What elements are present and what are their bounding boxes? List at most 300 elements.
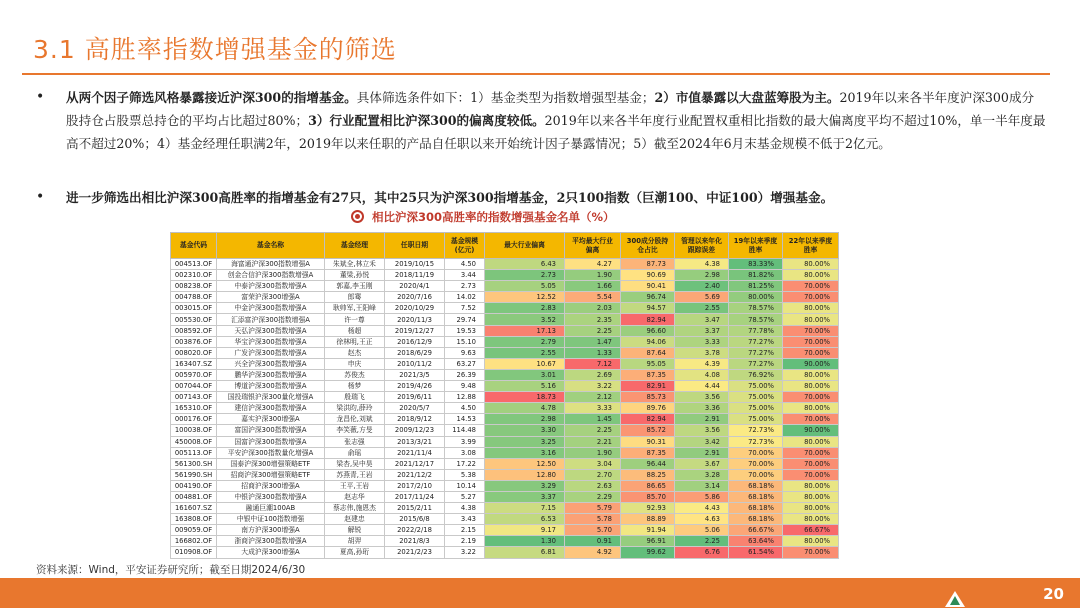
table-cell: 董梁,孙悦 xyxy=(325,270,385,281)
table-cell: 俞瑶 xyxy=(325,447,385,458)
table-cell: 003015.OF xyxy=(171,303,217,314)
table-cell: 5.27 xyxy=(445,491,485,502)
table-cell: 2019/10/15 xyxy=(385,259,445,270)
table-cell: 14.02 xyxy=(445,292,485,303)
table-cell: 2021/8/3 xyxy=(385,536,445,547)
table-cell: 1.47 xyxy=(565,336,621,347)
table-cell: 89.76 xyxy=(621,403,675,414)
table-cell: 2.83 xyxy=(485,303,565,314)
table-cell: 70.00% xyxy=(729,469,783,480)
table-row xyxy=(171,503,839,514)
table-row xyxy=(171,314,839,325)
table-cell: 90.69 xyxy=(621,270,675,281)
table-cell: 005530.OF xyxy=(171,314,217,325)
table-cell: 2021/3/5 xyxy=(385,369,445,380)
table-cell: 3.25 xyxy=(485,436,565,447)
table-cell: 中银沪深300指数增强A xyxy=(217,491,325,502)
table-cell: 耿帅军,王阳峰 xyxy=(325,303,385,314)
table-cell: 2020/4/1 xyxy=(385,281,445,292)
table-cell: 6.43 xyxy=(485,259,565,270)
table-cell: 创金合信沪深300指数增强A xyxy=(217,270,325,281)
table-cell: 12.50 xyxy=(485,458,565,469)
table-cell: 2019/4/26 xyxy=(385,381,445,392)
table-cell: 450008.OF xyxy=(171,436,217,447)
table-cell: 94.06 xyxy=(621,336,675,347)
bullet-plain-text: 2019年以来各半年度沪深300成分股持仓占股票总持仓的平均占比超过80%； xyxy=(66,90,1035,128)
table-cell: 10.14 xyxy=(445,480,485,491)
table-cell: 3.47 xyxy=(675,314,729,325)
table-cell: 4.27 xyxy=(565,259,621,270)
table-cell: 2017/2/10 xyxy=(385,480,445,491)
table-body xyxy=(171,259,839,559)
table-cell: 大成沪深300增强A xyxy=(217,547,325,558)
table-cell: 中泰沪深300指数增强A xyxy=(217,281,325,292)
table-cell: 苏燕青,王岩 xyxy=(325,469,385,480)
table-cell: 4.08 xyxy=(675,369,729,380)
table-cell: 杨超 xyxy=(325,325,385,336)
table-cell: 2.98 xyxy=(675,270,729,281)
table-cell: 5.79 xyxy=(565,503,621,514)
table-cell: 2.55 xyxy=(485,347,565,358)
table-cell: 2.73 xyxy=(485,270,565,281)
table-cell: 兴全沪深300指数增强A xyxy=(217,358,325,369)
table-cell: 82.91 xyxy=(621,381,675,392)
column-header: 22年以来季度 胜率 xyxy=(783,233,839,259)
table-cell: 5.05 xyxy=(485,281,565,292)
table-cell: 3.43 xyxy=(445,514,485,525)
table-cell: 2.40 xyxy=(675,281,729,292)
table-cell: 2.91 xyxy=(675,414,729,425)
table-cell: 3.33 xyxy=(565,403,621,414)
table-cell: 2.73 xyxy=(445,281,485,292)
table-cell: 3.16 xyxy=(485,447,565,458)
bullet-bold-text: 3）行业配置相比沪深300的偏离度较低。 xyxy=(308,113,545,128)
table-cell: 3.37 xyxy=(675,325,729,336)
column-header: 任职日期 xyxy=(385,233,445,259)
table-cell: 1.45 xyxy=(565,414,621,425)
table-row xyxy=(171,425,839,436)
table-cell: 12.80 xyxy=(485,469,565,480)
table-cell: 3.56 xyxy=(675,425,729,436)
table-row xyxy=(171,547,839,558)
table-cell: 5.16 xyxy=(485,381,565,392)
table-cell: 96.44 xyxy=(621,458,675,469)
bullet-dot-icon: • xyxy=(36,89,45,105)
table-cell: 88.89 xyxy=(621,514,675,525)
table-row xyxy=(171,480,839,491)
table-cell: 嘉实沪深300增强A xyxy=(217,414,325,425)
table-cell: 2.12 xyxy=(565,392,621,403)
table-cell: 80.00% xyxy=(783,403,839,414)
table-cell: 9.63 xyxy=(445,347,485,358)
table-cell: 80.00% xyxy=(783,436,839,447)
table-cell: 70.00% xyxy=(783,547,839,558)
table-cell: 王平,王岩 xyxy=(325,480,385,491)
table-row xyxy=(171,292,839,303)
table-cell: 2018/6/29 xyxy=(385,347,445,358)
table-cell: 2.35 xyxy=(565,314,621,325)
table-cell: 68.18% xyxy=(729,503,783,514)
table-cell: 77.27% xyxy=(729,358,783,369)
table-row xyxy=(171,270,839,281)
table-cell: 4.50 xyxy=(445,403,485,414)
table-cell: 12.88 xyxy=(445,392,485,403)
table-cell: 70.00% xyxy=(783,458,839,469)
table-cell: 77.27% xyxy=(729,336,783,347)
table-cell: 南方沪深300增强A xyxy=(217,525,325,536)
table-cell: 96.91 xyxy=(621,536,675,547)
table-cell: 70.00% xyxy=(783,392,839,403)
bullet-dot-icon: • xyxy=(36,189,45,205)
table-cell: 4.50 xyxy=(445,259,485,270)
column-header: 最大行业偏离 xyxy=(485,233,565,259)
table-cell: 富国沪深300指数增强A xyxy=(217,425,325,436)
table-row xyxy=(171,469,839,480)
table-cell: 2021/12/2 xyxy=(385,469,445,480)
table-cell: 009059.OF xyxy=(171,525,217,536)
table-row xyxy=(171,414,839,425)
table-cell: 163407.SZ xyxy=(171,358,217,369)
table-cell: 2.70 xyxy=(565,469,621,480)
table-row xyxy=(171,369,839,380)
table-cell: 4.44 xyxy=(675,381,729,392)
table-cell: 2.55 xyxy=(675,303,729,314)
table-cell: 3.04 xyxy=(565,458,621,469)
table-cell: 002310.OF xyxy=(171,270,217,281)
table-cell: 2.19 xyxy=(445,536,485,547)
table-cell: 5.78 xyxy=(565,514,621,525)
table-cell: 2020/11/3 xyxy=(385,314,445,325)
table-cell: 2.25 xyxy=(565,425,621,436)
table-cell: 80.00% xyxy=(783,480,839,491)
table-cell: 融通巨潮100AB xyxy=(217,503,325,514)
column-header: 19年以来季度 胜率 xyxy=(729,233,783,259)
table-cell: 3.42 xyxy=(675,436,729,447)
page-number: 20 xyxy=(1043,585,1064,603)
table-cell: 浙商沪深300指数增强A xyxy=(217,536,325,547)
table-cell: 96.60 xyxy=(621,325,675,336)
table-cell: 郭嘉,李玉刚 xyxy=(325,281,385,292)
table-cell: 010908.OF xyxy=(171,547,217,558)
table-cell: 2015/6/8 xyxy=(385,514,445,525)
column-header: 基金名称 xyxy=(217,233,325,259)
table-cell: 005970.OF xyxy=(171,369,217,380)
table-cell: 90.31 xyxy=(621,436,675,447)
table-cell: 66.67% xyxy=(729,525,783,536)
table-cell: 2.03 xyxy=(565,303,621,314)
table-cell: 7.52 xyxy=(445,303,485,314)
table-cell: 1.30 xyxy=(485,536,565,547)
table-cell: 梁杏,吴中昊 xyxy=(325,458,385,469)
table-cell: 4.63 xyxy=(675,514,729,525)
fund-table-container xyxy=(170,232,838,563)
table-cell: 70.00% xyxy=(729,447,783,458)
table-cell: 2021/2/23 xyxy=(385,547,445,558)
table-cell: 2.98 xyxy=(485,414,565,425)
table-cell: 2020/10/29 xyxy=(385,303,445,314)
table-cell: 广发沪深300指数增强A xyxy=(217,347,325,358)
table-cell: 2016/12/9 xyxy=(385,336,445,347)
table-cell: 78.57% xyxy=(729,314,783,325)
table-cell: 82.94 xyxy=(621,414,675,425)
bullet-text xyxy=(66,86,1046,155)
table-cell: 561990.SH xyxy=(171,469,217,480)
table-cell: 70.00% xyxy=(783,469,839,480)
table-cell: 招商沪深300增强A xyxy=(217,480,325,491)
table-cell: 008238.OF xyxy=(171,281,217,292)
table-row xyxy=(171,436,839,447)
table-cell: 92.93 xyxy=(621,503,675,514)
table-cell: 77.27% xyxy=(729,347,783,358)
table-cell: 2.79 xyxy=(485,336,565,347)
table-row xyxy=(171,458,839,469)
bullet-further-screening xyxy=(36,186,1046,209)
table-cell: 80.00% xyxy=(783,514,839,525)
table-cell: 2009/12/23 xyxy=(385,425,445,436)
table-cell: 82.94 xyxy=(621,314,675,325)
table-cell: 中银中证100指数增强 xyxy=(217,514,325,525)
table-cell: 80.00% xyxy=(729,292,783,303)
table-cell: 95.05 xyxy=(621,358,675,369)
table-cell: 6.53 xyxy=(485,514,565,525)
table-cell: 国投瑞银沪深300量化增强A xyxy=(217,392,325,403)
table-cell: 3.22 xyxy=(565,381,621,392)
table-cell: 80.00% xyxy=(783,536,839,547)
table-cell: 77.78% xyxy=(729,325,783,336)
table-cell: 76.92% xyxy=(729,369,783,380)
table-cell: 61.54% xyxy=(729,547,783,558)
table-cell: 007044.OF xyxy=(171,381,217,392)
table-cell: 海富通沪深300指数增强A xyxy=(217,259,325,270)
table-cell: 博道沪深300指数增强A xyxy=(217,381,325,392)
table-cell: 008592.OF xyxy=(171,325,217,336)
table-cell: 004788.OF xyxy=(171,292,217,303)
table-cell: 5.86 xyxy=(675,491,729,502)
table-cell: 2020/5/7 xyxy=(385,403,445,414)
table-cell: 68.18% xyxy=(729,514,783,525)
table-cell: 5.70 xyxy=(565,525,621,536)
table-cell: 70.00% xyxy=(783,292,839,303)
table-cell: 72.73% xyxy=(729,425,783,436)
table-cell: 70.00% xyxy=(783,414,839,425)
fund-table xyxy=(170,232,839,559)
table-row xyxy=(171,525,839,536)
table-cell: 苏俊杰 xyxy=(325,369,385,380)
table-row xyxy=(171,447,839,458)
table-cell: 99.62 xyxy=(621,547,675,558)
table-cell: 75.00% xyxy=(729,381,783,392)
table-cell: 3.14 xyxy=(675,480,729,491)
table-cell: 86.65 xyxy=(621,480,675,491)
table-cell: 2.25 xyxy=(675,536,729,547)
table-cell: 2019/12/27 xyxy=(385,325,445,336)
table-cell: 郎骞 xyxy=(325,292,385,303)
table-cell: 1.90 xyxy=(565,447,621,458)
table-cell: 78.57% xyxy=(729,303,783,314)
table-cell: 85.70 xyxy=(621,491,675,502)
table-cell: 朱斌全,林立禾 xyxy=(325,259,385,270)
table-cell: 2.91 xyxy=(675,447,729,458)
table-header-row xyxy=(171,233,839,259)
table-cell: 70.00% xyxy=(729,458,783,469)
table-cell: 2010/11/2 xyxy=(385,358,445,369)
table-cell: 94.57 xyxy=(621,303,675,314)
table-cell: 许一尊 xyxy=(325,314,385,325)
table-cell: 3.37 xyxy=(485,491,565,502)
bullet-plain-text: 具体筛选条件如下：1）基金类型为指数增强型基金； xyxy=(356,90,655,105)
table-cell: 3.52 xyxy=(485,314,565,325)
table-cell: 鹏华沪深300指数增强A xyxy=(217,369,325,380)
table-cell: 561300.SH xyxy=(171,458,217,469)
table-cell: 75.00% xyxy=(729,392,783,403)
table-cell: 87.35 xyxy=(621,369,675,380)
table-cell: 88.25 xyxy=(621,469,675,480)
table-cell: 004881.OF xyxy=(171,491,217,502)
table-cell: 80.00% xyxy=(783,503,839,514)
table-cell: 85.72 xyxy=(621,425,675,436)
table-cell: 2.69 xyxy=(565,369,621,380)
table-cell: 5.54 xyxy=(565,292,621,303)
table-cell: 赵建忠 xyxy=(325,514,385,525)
table-cell: 3.29 xyxy=(485,480,565,491)
page-title: 3.1 高胜率指数增强基金的筛选 xyxy=(33,35,397,64)
table-cell: 80.00% xyxy=(783,314,839,325)
table-cell: 蔡志伟,施恩杰 xyxy=(325,503,385,514)
logo-icon xyxy=(944,590,966,608)
table-cell: 4.39 xyxy=(675,358,729,369)
table-cell: 004513.OF xyxy=(171,259,217,270)
table-cell: 87.64 xyxy=(621,347,675,358)
table-cell: 平安沪深300指数量化增强A xyxy=(217,447,325,458)
table-cell: 165310.OF xyxy=(171,403,217,414)
table-cell: 14.53 xyxy=(445,414,485,425)
table-row xyxy=(171,381,839,392)
table-cell: 3.22 xyxy=(445,547,485,558)
table-cell: 166802.OF xyxy=(171,536,217,547)
table-cell: 9.17 xyxy=(485,525,565,536)
table-row xyxy=(171,358,839,369)
table-cell: 2017/11/24 xyxy=(385,491,445,502)
table-cell: 2021/11/4 xyxy=(385,447,445,458)
table-cell: 5.38 xyxy=(445,469,485,480)
table-row xyxy=(171,491,839,502)
table-cell: 80.00% xyxy=(783,303,839,314)
table-cell: 2018/11/19 xyxy=(385,270,445,281)
table-cell: 4.43 xyxy=(675,503,729,514)
table-row xyxy=(171,514,839,525)
bullet-bold-text: 从两个因子筛选风格暴露接近沪深300的指增基金。 xyxy=(66,90,357,105)
table-cell: 富荣沪深300增强A xyxy=(217,292,325,303)
table-cell: 4.38 xyxy=(675,259,729,270)
table-row xyxy=(171,403,839,414)
table-cell: 87.73 xyxy=(621,259,675,270)
table-cell: 2.25 xyxy=(565,325,621,336)
table-cell: 2015/2/11 xyxy=(385,503,445,514)
column-header: 300成分股持 仓占比 xyxy=(621,233,675,259)
table-cell: 6.76 xyxy=(675,547,729,558)
table-cell: 68.18% xyxy=(729,491,783,502)
table-cell: 天弘沪深300指数增强A xyxy=(217,325,325,336)
column-header: 基金经理 xyxy=(325,233,385,259)
table-cell: 19.53 xyxy=(445,325,485,336)
target-icon xyxy=(351,210,364,223)
table-cell: 建信沪深300指数增强A xyxy=(217,403,325,414)
table-cell: 徐林明,王正 xyxy=(325,336,385,347)
table-cell: 81.82% xyxy=(729,270,783,281)
table-cell: 3.67 xyxy=(675,458,729,469)
table-cell: 100038.OF xyxy=(171,425,217,436)
table-cell: 63.64% xyxy=(729,536,783,547)
table-cell: 2013/3/21 xyxy=(385,436,445,447)
table-cell: 国富沪深300指数增强A xyxy=(217,436,325,447)
table-cell: 1.90 xyxy=(565,270,621,281)
table-cell: 91.94 xyxy=(621,525,675,536)
table-cell: 9.48 xyxy=(445,381,485,392)
table-cell: 12.52 xyxy=(485,292,565,303)
table-cell: 国泰沪深300增强策略ETF xyxy=(217,458,325,469)
table-cell: 1.33 xyxy=(565,347,621,358)
table-cell: 2022/2/18 xyxy=(385,525,445,536)
column-header: 基金规模 (亿元) xyxy=(445,233,485,259)
table-cell: 1.66 xyxy=(565,281,621,292)
table-cell: 29.74 xyxy=(445,314,485,325)
bullet-screening-criteria xyxy=(36,86,1046,155)
table-cell: 70.00% xyxy=(783,336,839,347)
table-cell: 夏高,孙珩 xyxy=(325,547,385,558)
table-cell: 80.00% xyxy=(783,259,839,270)
table-cell: 殷瑞飞 xyxy=(325,392,385,403)
table-cell: 75.00% xyxy=(729,414,783,425)
table-cell: 胡羿 xyxy=(325,536,385,547)
table-row xyxy=(171,325,839,336)
table-cell: 75.00% xyxy=(729,403,783,414)
table-cell: 163808.OF xyxy=(171,514,217,525)
table-cell: 008020.OF xyxy=(171,347,217,358)
title-divider xyxy=(22,73,1050,75)
table-row xyxy=(171,347,839,358)
table-cell: 007143.OF xyxy=(171,392,217,403)
table-cell: 申庆 xyxy=(325,358,385,369)
table-cell: 87.35 xyxy=(621,447,675,458)
table-cell: 3.78 xyxy=(675,347,729,358)
table-cell: 3.01 xyxy=(485,369,565,380)
footer-bar xyxy=(0,578,1080,608)
table-cell: 161607.SZ xyxy=(171,503,217,514)
table-row xyxy=(171,336,839,347)
table-cell: 18.73 xyxy=(485,392,565,403)
table-cell: 80.00% xyxy=(783,369,839,380)
table-cell: 003876.OF xyxy=(171,336,217,347)
table-cell: 17.22 xyxy=(445,458,485,469)
table-cell: 解锐 xyxy=(325,525,385,536)
table-cell: 2021/12/17 xyxy=(385,458,445,469)
table-cell: 72.73% xyxy=(729,436,783,447)
table-cell: 张志强 xyxy=(325,436,385,447)
table-cell: 龙昌伦,刘斌 xyxy=(325,414,385,425)
table-cell: 80.00% xyxy=(783,381,839,392)
table-cell: 0.91 xyxy=(565,536,621,547)
table-cell: 17.13 xyxy=(485,325,565,336)
table-cell: 2019/6/11 xyxy=(385,392,445,403)
table-cell: 招商沪深300增强策略ETF xyxy=(217,469,325,480)
table-cell: 3.33 xyxy=(675,336,729,347)
column-header: 平均最大行业 偏离 xyxy=(565,233,621,259)
table-cell: 3.44 xyxy=(445,270,485,281)
table-cell: 10.67 xyxy=(485,358,565,369)
table-cell: 70.00% xyxy=(783,447,839,458)
table-cell: 63.27 xyxy=(445,358,485,369)
table-cell: 李笑薇,方旻 xyxy=(325,425,385,436)
